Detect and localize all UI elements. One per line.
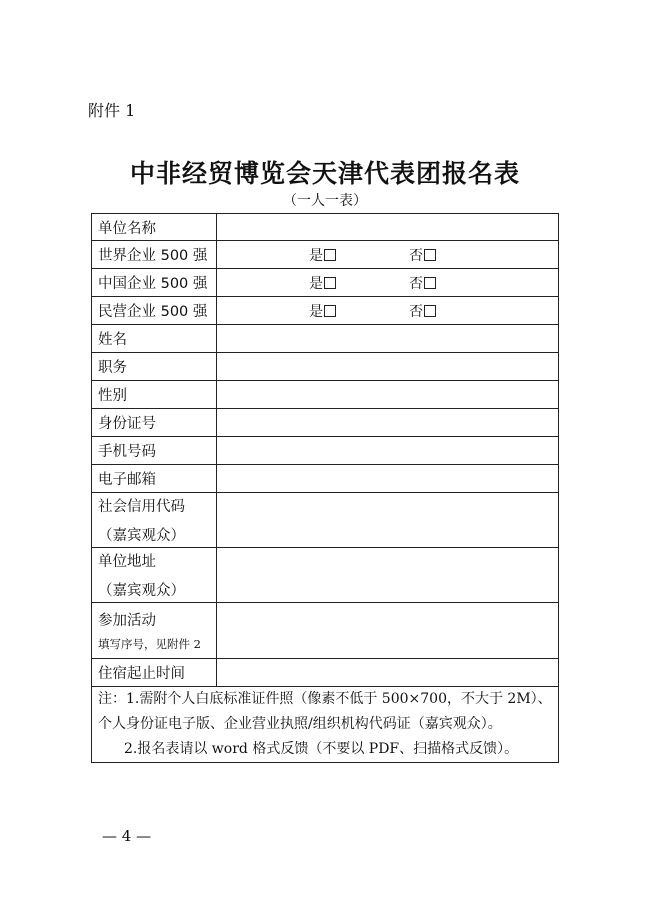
stay-period-field[interactable] xyxy=(217,659,559,687)
row-position xyxy=(92,353,559,381)
notes-cell xyxy=(92,687,559,763)
id-number-field[interactable] xyxy=(217,409,559,437)
credit-code-label-cell xyxy=(92,493,217,548)
unit-name-label: 单位名称 xyxy=(92,214,217,241)
activities-label: 参加活动 xyxy=(98,613,156,629)
yes-text: 是 xyxy=(309,275,323,292)
note-line-3: 2.报名表请以 word 格式反馈（不要以 PDF、扫描格式反馈）。 xyxy=(124,741,519,757)
row-private-500 xyxy=(92,297,559,325)
id-number-label: 身份证号 xyxy=(92,409,217,437)
checkbox-icon[interactable] xyxy=(324,249,336,261)
credit-code-field[interactable] xyxy=(217,493,559,548)
row-name xyxy=(92,325,559,353)
registration-table xyxy=(91,213,559,763)
note-line-1: 注：1.需附个人白底标准证件照（像素不低于 500×700，不大于 2M）、 xyxy=(98,691,552,707)
mobile-label: 手机号码 xyxy=(92,437,217,465)
checkbox-icon[interactable] xyxy=(324,305,336,317)
no-text: 否 xyxy=(409,247,423,264)
form-title: 中非经贸博览会天津代表团报名表 xyxy=(129,159,520,188)
china-500-options xyxy=(217,269,559,297)
activities-label-cell xyxy=(92,603,217,659)
world-500-yes-option[interactable] xyxy=(309,245,409,265)
no-text: 否 xyxy=(409,303,423,320)
row-email xyxy=(92,465,559,493)
china-500-no-option[interactable] xyxy=(409,273,436,293)
private-500-yes-option[interactable] xyxy=(309,301,409,321)
address-label-cell xyxy=(92,548,217,603)
checkbox-icon[interactable] xyxy=(424,249,436,261)
position-field[interactable] xyxy=(217,353,559,381)
checkbox-icon[interactable] xyxy=(324,277,336,289)
credit-code-note: （嘉宾观众） xyxy=(98,528,185,544)
row-notes xyxy=(92,687,559,763)
yes-text: 是 xyxy=(309,303,323,320)
row-mobile xyxy=(92,437,559,465)
attachment-label: 附件 1 xyxy=(88,101,136,120)
email-field[interactable] xyxy=(217,465,559,493)
row-credit-code xyxy=(92,493,559,548)
private-500-no-option[interactable] xyxy=(409,301,436,321)
row-activities xyxy=(92,603,559,659)
address-field[interactable] xyxy=(217,548,559,603)
no-text: 否 xyxy=(409,275,423,292)
row-id-number xyxy=(92,409,559,437)
gender-label: 性别 xyxy=(92,381,217,409)
activities-field[interactable] xyxy=(217,603,559,659)
gender-field[interactable] xyxy=(217,381,559,409)
private-500-label: 民营企业 500 强 xyxy=(92,297,217,325)
row-address xyxy=(92,548,559,603)
private-500-options xyxy=(217,297,559,325)
row-gender xyxy=(92,381,559,409)
checkbox-icon[interactable] xyxy=(424,305,436,317)
page-number: — 4 — xyxy=(102,827,152,845)
email-label: 电子邮箱 xyxy=(92,465,217,493)
row-world-500 xyxy=(92,241,559,269)
world-500-label: 世界企业 500 强 xyxy=(92,241,217,269)
name-label: 姓名 xyxy=(92,325,217,353)
activities-hint: 填写序号，见附件 2 xyxy=(98,637,201,651)
name-field[interactable] xyxy=(217,325,559,353)
world-500-options xyxy=(217,241,559,269)
credit-code-label: 社会信用代码 xyxy=(98,499,185,515)
note-line-2: 个人身份证电子版、企业营业执照/组织机构代码证（嘉宾观众）。 xyxy=(98,716,502,732)
unit-name-field[interactable] xyxy=(217,214,559,241)
row-unit-name xyxy=(92,214,559,241)
stay-period-label: 住宿起止时间 xyxy=(92,659,217,687)
yes-text: 是 xyxy=(309,247,323,264)
row-stay-period xyxy=(92,659,559,687)
position-label: 职务 xyxy=(92,353,217,381)
mobile-field[interactable] xyxy=(217,437,559,465)
china-500-yes-option[interactable] xyxy=(309,273,409,293)
row-china-500 xyxy=(92,269,559,297)
form-subtitle: （一人一表） xyxy=(283,193,367,209)
address-label: 单位地址 xyxy=(98,554,156,570)
address-note: （嘉宾观众） xyxy=(98,583,185,599)
china-500-label: 中国企业 500 强 xyxy=(92,269,217,297)
world-500-no-option[interactable] xyxy=(409,245,436,265)
checkbox-icon[interactable] xyxy=(424,277,436,289)
